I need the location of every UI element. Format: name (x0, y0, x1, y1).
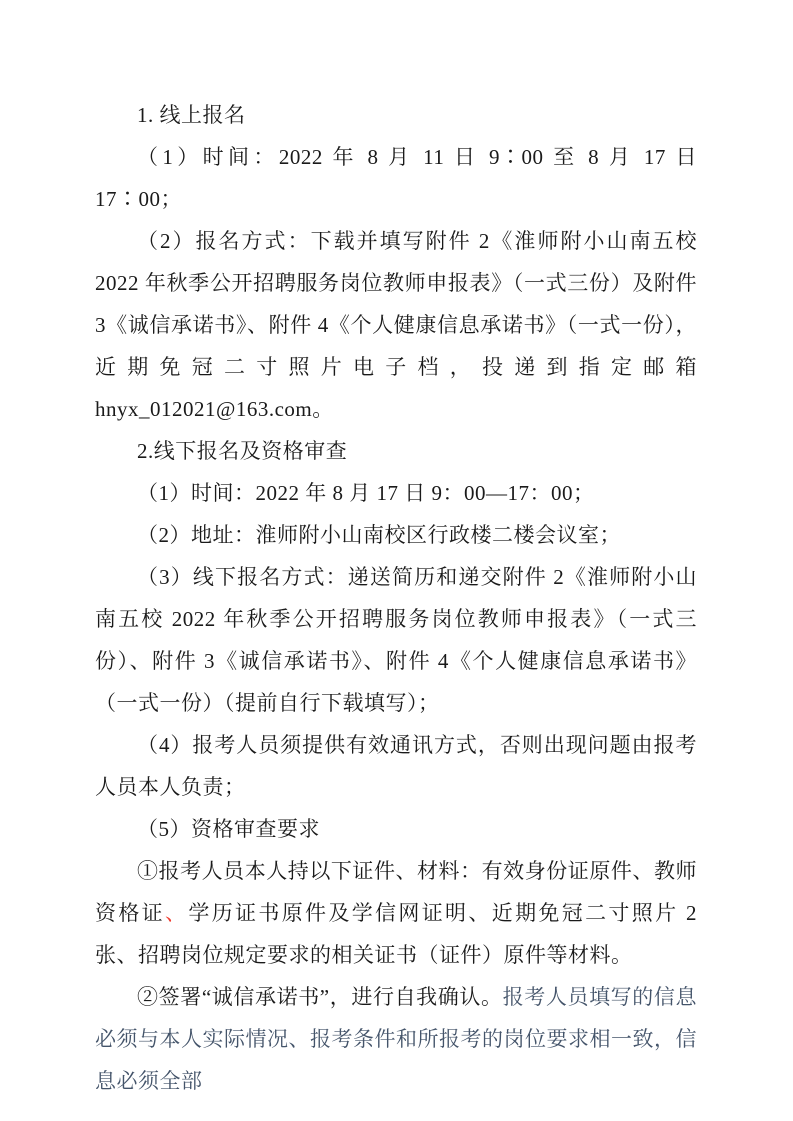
paragraph-contact-requirement (95, 724, 697, 808)
text-run: （1）时间：2022 年 8 月 17 日 9：00—17：00； (137, 481, 595, 505)
text-run: （2）报名方式：下载并填写附件 2《淮师附小山南五校 2022 年秋季公开招聘服务岗位教师申报表》（一式三份）及附件 3《诚信承诺书》、附件 4《个人健康信息承诺书》（一式一份），近期免冠二寸照片电子档，投递到指定邮箱 hnyx_012021@163.com。 (95, 229, 697, 421)
paragraph-online-method (95, 220, 697, 430)
text-run: ①报考人员本人持以下证件、材料：有效身份证原件、教师资格证 (95, 859, 697, 925)
text-run: （2）地址：淮师附小山南校区行政楼二楼会议室； (137, 523, 621, 547)
text-run: 2.线下报名及资格审查 (137, 439, 348, 463)
text-run: （5）资格审查要求 (137, 817, 320, 841)
paragraph-online-signup-heading (95, 94, 697, 136)
text-run: （3）线下报名方式：递送简历和递交附件 2《淮师附小山南五校 2022 年秋季公开招聘服务岗位教师申报表》（一式三份）、附件 3《诚信承诺书》、附件 4《个人健康信息承诺书》（一式一份）（提前自行下载填写）； (95, 565, 697, 715)
text-run: （4）报考人员须提供有效通讯方式，否则出现问题由报考人员本人负责； (95, 733, 697, 799)
red-caesura-mark: 、 (165, 901, 189, 925)
paragraph-offline-signup-heading (95, 430, 697, 472)
text-run: 学历证书原件及学信网证明、近期免冠二寸照片 2 张、招聘岗位规定要求的相关证书（证件）原件等材料。 (95, 901, 698, 967)
text-run: （1）时间：2022 年 8 月 11 日 9∶00 至 8 月 17 日 17∶00； (95, 145, 697, 211)
paragraph-materials-list (95, 850, 697, 976)
paragraph-online-time (95, 136, 697, 220)
paragraph-review-requirement-heading (95, 808, 697, 850)
paragraph-offline-method (95, 556, 697, 724)
paragraph-offline-time (95, 472, 697, 514)
text-run: 1. 线上报名 (137, 103, 246, 127)
text-run: ②签署“诚信承诺书”，进行自我确认。 (137, 985, 503, 1009)
paragraph-offline-address (95, 514, 697, 556)
paragraph-integrity-pledge (95, 976, 697, 1102)
blue-text-run: 报考人员填写的信息必须与本人实际情况、报考条件和所报考的岗位要求相一致，信息必须全部 (95, 985, 698, 1093)
